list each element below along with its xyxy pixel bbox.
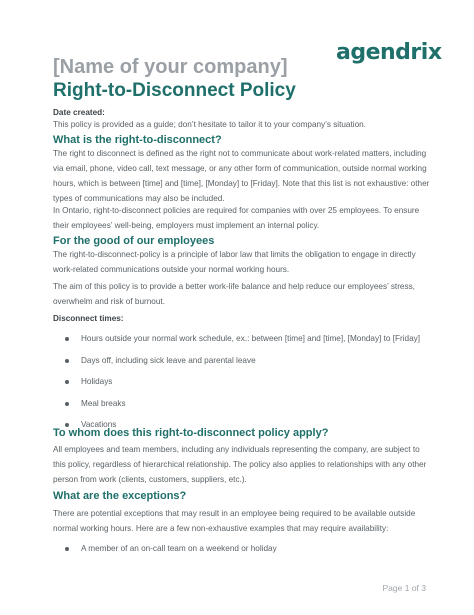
bullet-icon	[65, 547, 69, 551]
date-created-label: Date created:	[53, 108, 105, 117]
list-item: Meal breaks	[53, 398, 433, 410]
exceptions-paragraph: There are potential exceptions that may result in an employee being required to be available outside normal working hours. Here are a few non-exhaustive examples that may require availability:	[53, 509, 416, 533]
definition-paragraph: The right to disconnect is defined as the right not to communicate about work-related matters, including via email, phone, video call, text message, or any other form of communication, outside normal working hours, which is between [time] and [time], [Monday] to [Friday]. Note that this list is not exhaustive: other types of communications may also be included.	[53, 149, 430, 203]
intro-paragraph: This policy is provided as a guide; don’t hesitate to tailor it to your company’s situation.	[53, 120, 366, 129]
applies-paragraph: All employees and team members, including any individuals representing the company, are subject to this policy, regardless of hierarchical relationship. The policy also applies to relationships with any other person from work (clients, customers, suppliers, etc.).	[53, 445, 427, 484]
list-item: Holidays	[53, 376, 433, 388]
disconnect-times-label: Disconnect times:	[53, 314, 124, 323]
list-item: Vacations	[53, 419, 433, 431]
agendrix-logo: agendrix	[336, 40, 442, 65]
list-item: A member of an on-call team on a weekend or holiday	[53, 543, 433, 555]
bullet-icon	[65, 359, 69, 363]
section-heading-what-is: What is the right-to-disconnect?	[53, 134, 222, 146]
bullet-icon	[65, 380, 69, 384]
principle-paragraph: The right-to-disconnect-policy is a principle of labor law that limits the obligation to engage in directly work-related communications outside your normal working hours.	[53, 250, 416, 274]
section-heading-to-whom: To whom does this right-to-disconnect policy apply?	[53, 427, 329, 439]
section-heading-good-of-employees: For the good of our employees	[53, 235, 215, 247]
ontario-paragraph: In Ontario, right-to-disconnect policies are required for companies with over 25 employees. To ensure their employees’ well-being, employers must implement an internal policy.	[53, 206, 420, 230]
exceptions-list	[53, 543, 433, 555]
aim-paragraph: The aim of this policy is to provide a better work-life balance and help reduce our employees’ stress, overwhelm and risk of burnout.	[53, 282, 415, 306]
bullet-icon	[65, 402, 69, 406]
list-item: Days off, including sick leave and parental leave	[53, 355, 433, 367]
page-number: Page 1 of 3	[382, 583, 426, 593]
document-title: Right-to-Disconnect Policy	[53, 80, 296, 101]
bullet-icon	[65, 337, 69, 341]
disconnect-times-list	[53, 333, 433, 431]
section-heading-exceptions: What are the exceptions?	[53, 490, 187, 502]
company-name-placeholder: [Name of your company]	[53, 56, 288, 78]
list-item: Hours outside your normal work schedule, ex.: between [time] and [time], [Monday] to [Friday]	[53, 333, 433, 345]
